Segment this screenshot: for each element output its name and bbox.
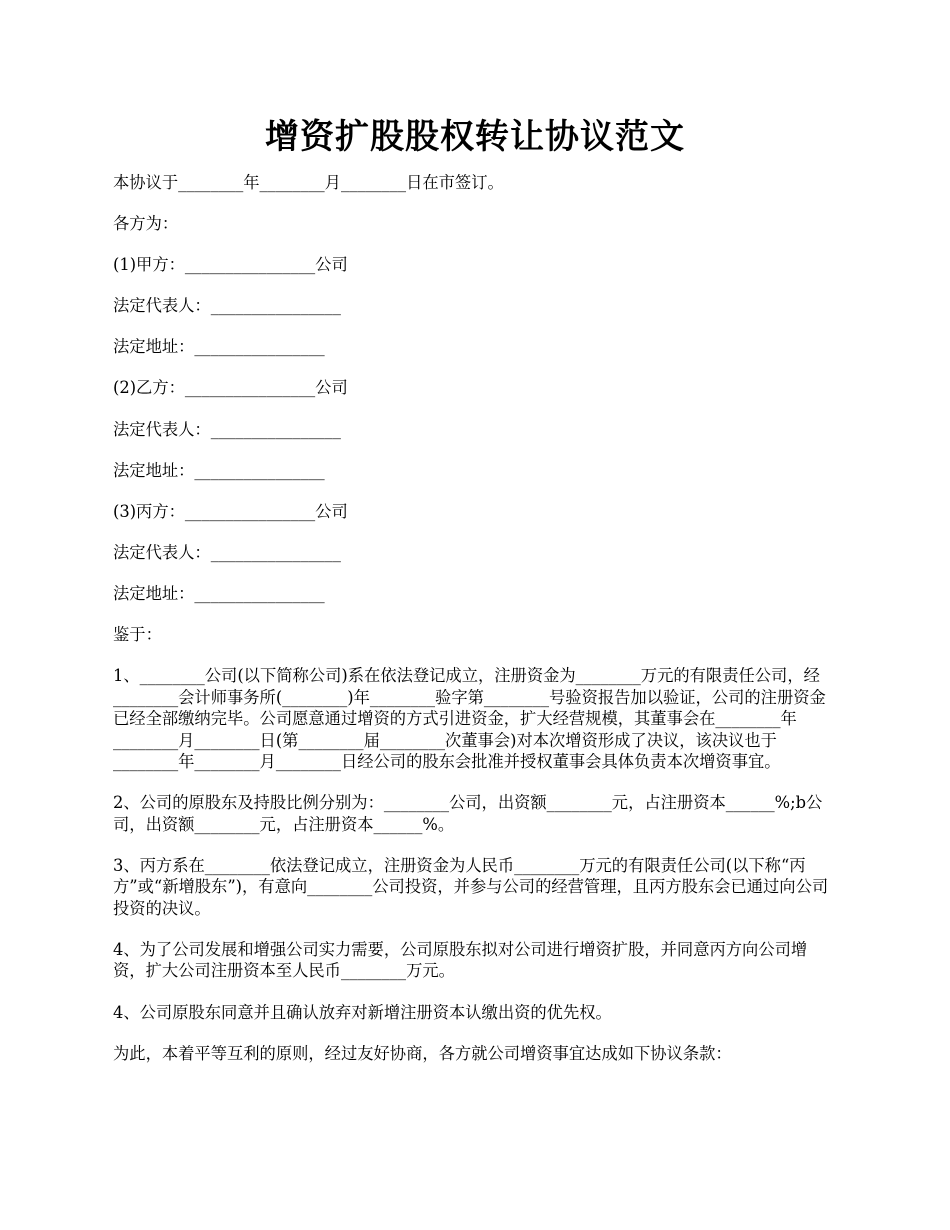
- parties-heading: 各方为：: [113, 214, 179, 234]
- party-a-name: (1)甲方：________________公司: [113, 255, 348, 275]
- signing-date-line: 本协议于________年________月________日在市签订。: [113, 173, 504, 192]
- recital-4: 4、为了公司发展和增强公司实力需要，公司原股东拟对公司进行增资扩股，并同意丙方向公司增资，扩大公司注册资本至人民币________万元。: [113, 939, 808, 981]
- closing-statement: 为此，本着平等互利的原则，经过友好协商，各方就公司增资事宜达成如下协议条款：: [113, 1043, 732, 1063]
- recital-4b: 4、公司原股东同意并且确认放弃对新增注册资本认缴出资的优先权。: [113, 1002, 612, 1022]
- document-title: 增资扩股股权转让协议范文: [265, 117, 685, 157]
- recital-3: 3、丙方系在________依法登记成立，注册资金为人民币________万元的有限责任公司(以下称“丙方”或“新增股东”)，有意向________公司投资，并参与公司的经营管理，且丙方股东会已通过向公司投资的决议。: [113, 855, 829, 918]
- party-b-address: 法定地址：________________: [113, 460, 325, 480]
- party-c-legal-rep: 法定代表人：________________: [113, 542, 341, 562]
- party-c-name: (3)丙方：________________公司: [113, 501, 348, 521]
- party-b-name: (2)乙方：________________公司: [113, 378, 348, 398]
- party-c-address: 法定地址：________________: [113, 583, 325, 603]
- party-a-address: 法定地址：________________: [113, 337, 325, 357]
- recital-2: 2、公司的原股东及持股比例分别为：________公司，出资额________元，占注册资本______%;b公司，出资额________元，占注册资本______%。: [113, 793, 823, 834]
- whereas-heading: 鉴于：: [113, 625, 162, 645]
- party-a-legal-rep: 法定代表人：________________: [113, 296, 341, 316]
- document-body: [113, 172, 837, 1084]
- party-b-legal-rep: 法定代表人：________________: [113, 419, 341, 439]
- recital-1: 1、________公司(以下简称公司)系在依法登记成立，注册资金为________万元的有限责任公司，经________会计师事务所(________)年________验字第________号验资报告加以验证，公司的注册资金已经全部缴纳完毕。公司愿意通过增资的方式引进资金，扩大经营规模，其董事会在________年________月________日(第________届________次董事会)对本次增资形成了决议，该决议也于________年________月________日经公司的股东会批准并授权董事会具体负责本次增资事宜。: [113, 666, 826, 772]
